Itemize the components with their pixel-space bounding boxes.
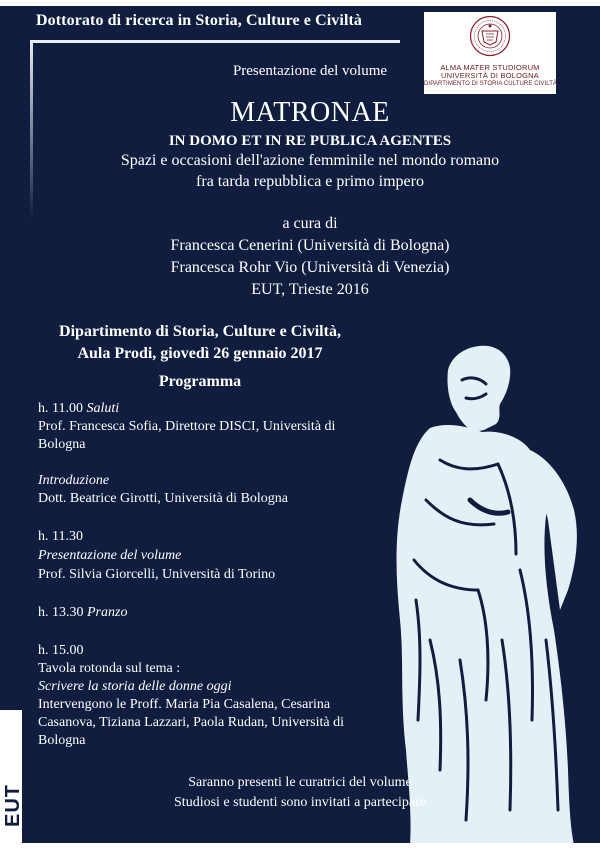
book-description-line1: Spazi e occasioni dell'azione femminile nel mondo romano xyxy=(120,152,500,169)
university-seal-icon xyxy=(469,15,511,57)
book-description-line2: fra tarda repubblica e primo impero xyxy=(196,173,424,190)
statue-illustration xyxy=(370,340,600,845)
edited-by-label: a cura di xyxy=(282,215,338,232)
session-5-line3: Casanova, Tiziana Lazzari, Paola Rudan, Università di xyxy=(38,715,344,730)
session-5-time: h. 15.00 xyxy=(38,643,84,658)
doctorate-title: Dottorato di ricerca in Storia, Culture e Civiltà xyxy=(36,12,363,29)
session-3-time: h. 11.30 xyxy=(38,529,83,544)
venue-room-date: Aula Prodi, giovedì 26 gennaio 2017 xyxy=(77,345,323,362)
session-4-header xyxy=(38,604,127,622)
session-5-line1: Tavola rotonda sul tema : xyxy=(38,661,181,676)
closing-line1: Saranno presenti le curatrici del volume xyxy=(188,775,412,790)
session-3-line1: Prof. Silvia Giorcelli, Università di Torino xyxy=(38,567,276,582)
editor-2: Francesca Rohr Vio (Università di Venezia) xyxy=(170,259,450,276)
publisher: EUT, Trieste 2016 xyxy=(251,281,369,298)
bottom-border xyxy=(0,843,600,849)
session-1-title: Saluti xyxy=(86,401,120,416)
closing-line2: Studiosi e studenti sono invitati a partecipare xyxy=(174,795,426,810)
session-1-header xyxy=(38,400,119,418)
session-5-line4: Bologna xyxy=(38,733,86,748)
logo-text-line2: UNIVERSITÀ DI BOLOGNA xyxy=(441,71,539,80)
eut-label: EUT xyxy=(2,784,24,827)
session-5-line2: Intervengono le Proff. Maria Pia Casalena, Cesarina xyxy=(38,697,331,712)
presentation-intro: Presentazione del volume xyxy=(232,63,388,79)
session-3-title: Presentazione del volume xyxy=(38,548,182,563)
session-2-line1: Dott. Beatrice Girotti, Università di Bologna xyxy=(38,491,289,506)
session-1-time: h. 11.00 xyxy=(38,401,83,416)
top-border xyxy=(0,0,600,6)
venue-department: Dipartimento di Storia, Culture e Civiltà, xyxy=(59,323,341,340)
university-logo xyxy=(424,12,556,94)
session-4-title: Pranzo xyxy=(87,605,128,620)
program-heading: Programma xyxy=(158,373,242,390)
session-1-line1: Prof. Francesca Sofia, Direttore DISCI, Università di xyxy=(38,419,336,434)
logo-text-line1: ALMA MATER STUDIORUM xyxy=(440,63,540,72)
session-2-title: Introduzione xyxy=(38,473,110,488)
logo-text-line3: DIPARTIMENTO DI STORIA CULTURE CIVILTÀ xyxy=(424,81,558,87)
session-1-line2: Bologna xyxy=(38,437,86,452)
session-4-time: h. 13.30 xyxy=(38,605,84,620)
session-5-title: Scrivere la storia delle donne oggi xyxy=(38,679,232,694)
frame-line xyxy=(30,40,400,43)
book-subtitle: IN DOMO ET IN RE PUBLICA AGENTES xyxy=(168,133,452,149)
editor-1: Francesca Cenerini (Università di Bologna) xyxy=(170,237,450,254)
book-title: MATRONAE xyxy=(230,97,390,128)
